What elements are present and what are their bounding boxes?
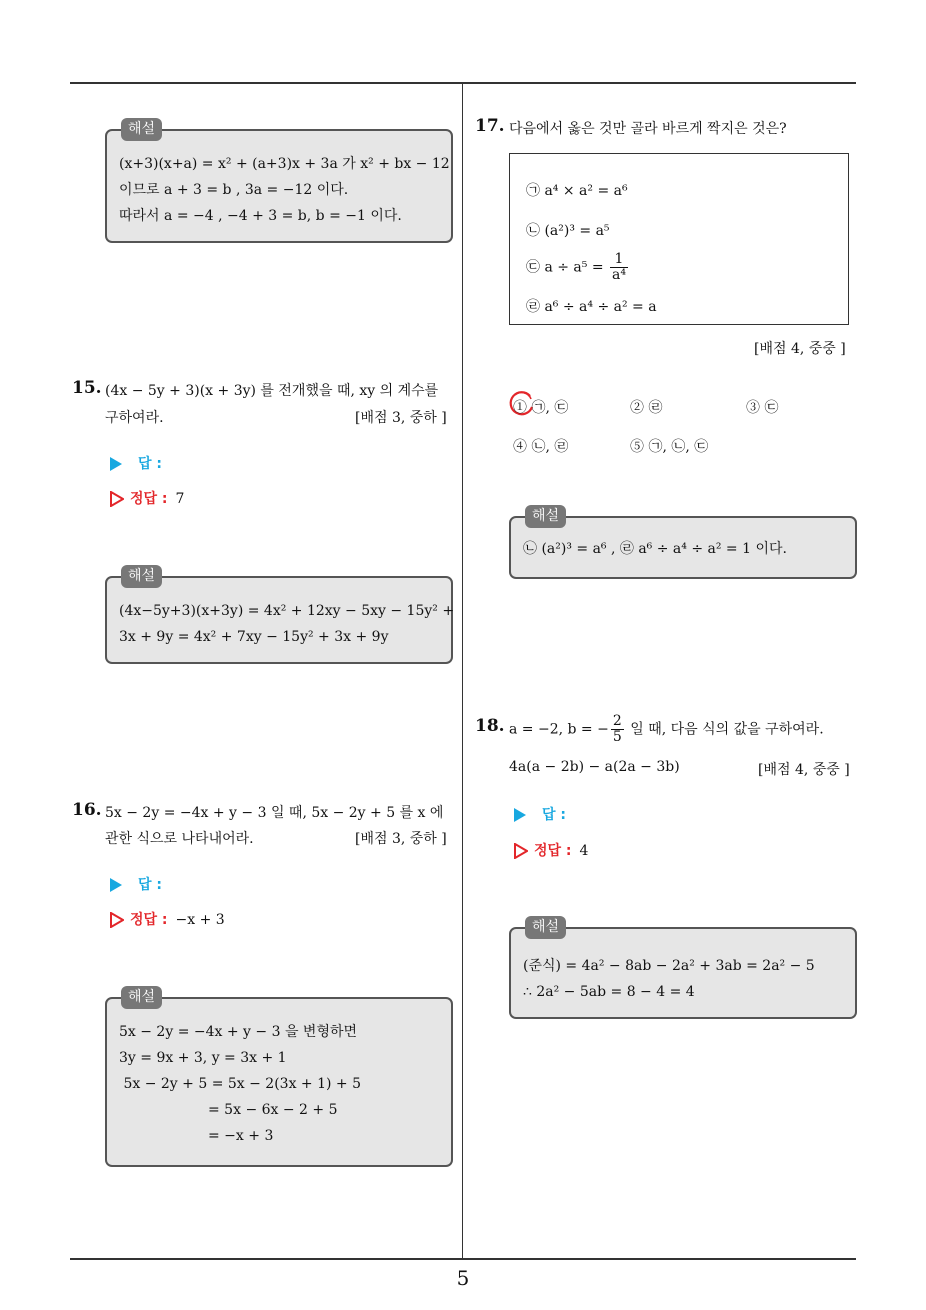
question-score: [배점 3, 중하 ] bbox=[355, 410, 447, 426]
solution-line: 따라서 a = −4 , −4 + 3 = b, b = −1 이다. bbox=[119, 208, 402, 224]
solution-line: 5x − 2y + 5 = 5x − 2(3x + 1) + 5 bbox=[119, 1076, 362, 1092]
fraction bbox=[611, 714, 624, 745]
correct-value: −x + 3 bbox=[175, 912, 225, 928]
correct-label: 정답 : bbox=[534, 843, 572, 859]
solution-line: 3y = 9x + 3, y = 3x + 1 bbox=[119, 1050, 287, 1066]
question-text: 5x − 2y = −4x + y − 3 일 때, 5x − 2y + 5 를 x 에 bbox=[105, 805, 444, 821]
solution-line: = 5x − 6x − 2 + 5 bbox=[119, 1102, 338, 1118]
solution-tag: 해설 bbox=[121, 565, 162, 588]
question-score: [배점 4, 중중 ] bbox=[754, 341, 846, 357]
statement: ㉡ (a²)³ = a⁵ bbox=[526, 223, 610, 239]
question-text: 다음에서 옳은 것만 골라 바르게 짝지은 것은? bbox=[509, 121, 787, 137]
fraction-numerator: 1 bbox=[610, 252, 628, 268]
answer-label: 답 : bbox=[138, 877, 162, 893]
solution-line: 3x + 9y = 4x² + 7xy − 15y² + 3x + 9y bbox=[119, 629, 389, 645]
solution-tag: 해설 bbox=[525, 916, 566, 939]
play-arrow-icon bbox=[110, 457, 122, 471]
solution-line: ㉡ (a²)³ = a⁶ , ㉣ a⁶ ÷ a⁴ ÷ a² = 1 이다. bbox=[523, 541, 787, 557]
page-number: 5 bbox=[456, 1266, 470, 1290]
question-score: [배점 4, 중중 ] bbox=[758, 762, 850, 778]
correct-value: 7 bbox=[175, 491, 185, 507]
choice-2[interactable]: ② ㉣ bbox=[630, 400, 663, 416]
question-text-suffix: 일 때, 다음 식의 값을 구하여라. bbox=[625, 721, 824, 738]
question-number: 16. bbox=[72, 800, 102, 820]
q18-solution-box bbox=[509, 919, 857, 1019]
answer-row[interactable] bbox=[514, 804, 566, 824]
solution-line: (x+3)(x+a) = x² + (a+3)x + 3a 가 x² + bx − 12 bbox=[119, 156, 450, 172]
top-rule bbox=[70, 82, 856, 84]
solution-line: 5x − 2y = −4x + y − 3 을 변형하면 bbox=[119, 1024, 358, 1040]
answer-row[interactable] bbox=[110, 453, 162, 473]
answer-label: 답 : bbox=[138, 456, 162, 472]
question-text: (4x − 5y + 3)(x + 3y) 를 전개했을 때, xy 의 계수를 bbox=[105, 383, 439, 399]
correct-answer-row bbox=[110, 488, 184, 508]
q14-solution-box bbox=[105, 121, 453, 243]
correct-label: 정답 : bbox=[130, 912, 168, 928]
answer-label: 답 : bbox=[542, 807, 566, 823]
choice-3[interactable]: ③ ㉢ bbox=[746, 400, 779, 416]
question-text: 관한 식으로 나타내어라. bbox=[105, 831, 254, 847]
choice-5[interactable]: ⑤ ㉠, ㉡, ㉢ bbox=[630, 439, 709, 455]
solution-line: = −x + 3 bbox=[119, 1128, 274, 1144]
statement: ㉣ a⁶ ÷ a⁴ ÷ a² = a bbox=[526, 299, 657, 315]
fraction-numerator: 2 bbox=[612, 713, 622, 729]
question-text-prefix: a = −2, b = − bbox=[509, 721, 609, 738]
question-text bbox=[509, 714, 824, 745]
correct-label: 정답 : bbox=[130, 491, 168, 507]
correct-answer-row bbox=[514, 840, 588, 860]
solution-tag: 해설 bbox=[525, 505, 566, 528]
statement-with-fraction bbox=[526, 252, 630, 283]
solution-tag: 해설 bbox=[121, 986, 162, 1009]
solution-line: ∴ 2a² − 5ab = 8 − 4 = 4 bbox=[523, 984, 695, 1000]
q15-solution-box bbox=[105, 568, 455, 664]
q16-solution-box bbox=[105, 989, 453, 1167]
play-arrow-icon bbox=[514, 808, 526, 822]
outline-arrow-icon bbox=[110, 912, 124, 928]
answer-row[interactable] bbox=[110, 874, 162, 894]
fraction-denominator: 5 bbox=[612, 729, 622, 745]
statement: ㉠ a⁴ × a² = a⁶ bbox=[526, 183, 628, 199]
choice-4[interactable]: ④ ㉡, ㉣ bbox=[513, 439, 569, 455]
question-expression: 4a(a − 2b) − a(2a − 3b) bbox=[509, 759, 680, 775]
question-number: 15. bbox=[72, 378, 102, 398]
question-number: 18. bbox=[475, 716, 505, 736]
correct-value: 4 bbox=[579, 843, 589, 859]
fraction bbox=[610, 252, 628, 283]
bottom-rule bbox=[70, 1258, 856, 1260]
q17-solution-box bbox=[509, 508, 857, 579]
outline-arrow-icon bbox=[514, 843, 528, 859]
play-arrow-icon bbox=[110, 878, 122, 892]
solution-line: (준식) = 4a² − 8ab − 2a² + 3ab = 2a² − 5 bbox=[523, 958, 815, 974]
question-score: [배점 3, 중하 ] bbox=[355, 831, 447, 847]
solution-line: (4x−5y+3)(x+3y) = 4x² + 12xy − 5xy − 15y² + bbox=[119, 603, 455, 619]
choice-1[interactable]: ① ㉠, ㉢ bbox=[513, 400, 569, 416]
solution-tag: 해설 bbox=[121, 118, 162, 141]
outline-arrow-icon bbox=[110, 491, 124, 507]
question-number: 17. bbox=[475, 116, 505, 136]
solution-line: 이므로 a + 3 = b , 3a = −12 이다. bbox=[119, 182, 349, 198]
statement-text: ㉢ a ÷ a⁵ = bbox=[526, 259, 604, 276]
correct-answer-row bbox=[110, 909, 225, 929]
question-text: 구하여라. bbox=[105, 410, 164, 426]
statements-box bbox=[509, 153, 849, 325]
fraction-denominator: a⁴ bbox=[612, 267, 626, 283]
column-divider bbox=[462, 84, 463, 1258]
